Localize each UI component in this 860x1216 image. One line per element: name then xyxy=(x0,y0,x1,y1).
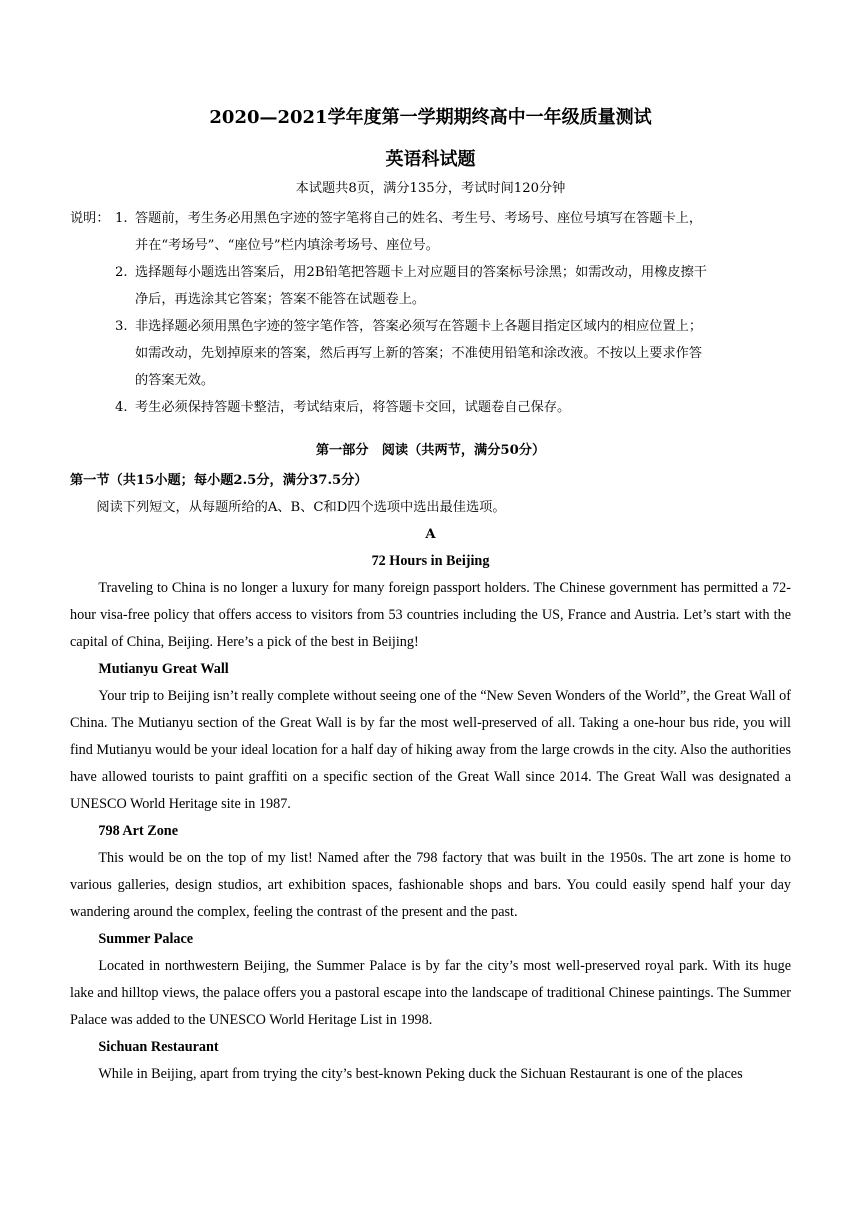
subsection-body: While in Beijing, apart from trying the city’s best-known Peking duck the Sichuan Restaurant is one of the places xyxy=(98,1066,743,1082)
section-heading: 第一节（共15小题；每小题2.5分，满分37.5分） xyxy=(70,473,368,488)
instructions xyxy=(70,205,791,421)
subsection-body: This would be on the top of my list! Named after the 798 factory that was built in the 1950s. The art zone is home to various galleries, design studios, art exhibition spaces, fashionable shops and bars. You could easily spend half your day wandering around the complex, feeling the contrast of the present and the past. xyxy=(70,850,791,920)
instruction-text: 非选择题必须用黑色字迹的签字笔作答，答案必须写在答题卡上各题目指定区域内的相应位置上； xyxy=(135,319,703,334)
instruction-text: 选择题每小题选出答案后，用2B铅笔把答题卡上对应题目的答案标号涂黑；如需改动，用橡皮擦干 xyxy=(135,265,707,280)
instruction-text: 考生必须保持答题卡整洁，考试结束后，将答题卡交回，试题卷自己保存。 xyxy=(135,400,571,415)
passage-title: 72 Hours in Beijing xyxy=(371,553,490,569)
subsection-heading: Mutianyu Great Wall xyxy=(98,661,229,677)
page-content xyxy=(70,104,791,1088)
instruction-number: 2. xyxy=(115,265,128,280)
instruction-text: 如需改动，先划掉原来的答案，然后再写上新的答案；不准使用铅笔和涂改液。不按以上要求作答 xyxy=(135,346,703,361)
instruction-text: 的答案无效。 xyxy=(135,373,215,388)
subsection-body: Located in northwestern Beijing, the Summer Palace is by far the city’s most well-preserved royal park. With its huge lake and hilltop views, the palace offers you a pastoral escape into the landscape of traditional Chinese paintings. The Summer Palace was added to the UNESCO World Heritage List in 1998. xyxy=(70,958,791,1028)
exam-subject: 英语科试题 xyxy=(385,149,476,170)
passage-letter: A xyxy=(425,527,436,542)
instruction-line xyxy=(70,286,791,313)
instruction-number: 4. xyxy=(115,400,128,415)
instruction-line xyxy=(70,367,791,394)
instruction-text: 并在“考场号”、“座位号”栏内填涂考场号、座位号。 xyxy=(135,238,439,253)
instruction-number: 3. xyxy=(115,319,128,334)
instruction-text: 答题前，考生务必用黑色字迹的签字笔将自己的姓名、考生号、考场号、座位号填写在答题卡上， xyxy=(135,211,703,226)
subsection-heading: Summer Palace xyxy=(98,931,194,947)
instruction-line xyxy=(70,205,791,232)
exam-title: 2020—2021学年度第一学期期终高中一年级质量测试 xyxy=(209,107,652,128)
subsection-heading: Sichuan Restaurant xyxy=(98,1039,219,1055)
instruction-line xyxy=(70,259,791,286)
exam-meta: 本试题共8页，满分135分，考试时间120分钟 xyxy=(295,181,566,196)
part-heading: 第一部分 阅读（共两节，满分50分） xyxy=(315,443,546,458)
subsection-body: Your trip to Beijing isn’t really complete without seeing one of the “New Seven Wonders of the World”, the Great Wall of China. The Mutianyu section of the Great Wall is by far the most well-preserved of all. Taking a one-hour bus ride, you will find Mutianyu would be your ideal location for a half day of hiking away from the large crowds in the city. Also the authorities have allowed tourists to paint graffiti on a specific section of the Great Wall since 2014. The Great Wall was designated a UNESCO World Heritage site in 1987. xyxy=(70,688,791,812)
instruction-line xyxy=(70,232,791,259)
section-directions: 阅读下列短文，从每题所给的A、B、C和D四个选项中选出最佳选项。 xyxy=(96,500,506,515)
instruction-line xyxy=(70,394,791,421)
passage-intro: Traveling to China is no longer a luxury for many foreign passport holders. The Chinese government has permitted a 72-hour visa-free policy that offers access to visitors from 53 countries including the US, France and Austria. Let’s start with the capital of China, Beijing. Here’s a pick of the best in Beijing! xyxy=(70,580,791,650)
subsection-heading: 798 Art Zone xyxy=(98,823,178,839)
instructions-lead: 说明： xyxy=(70,211,110,226)
instruction-line xyxy=(70,340,791,367)
instruction-text: 净后，再选涂其它答案；答案不能答在试题卷上。 xyxy=(135,292,426,307)
instruction-line xyxy=(70,313,791,340)
instruction-number: 1. xyxy=(115,211,128,226)
